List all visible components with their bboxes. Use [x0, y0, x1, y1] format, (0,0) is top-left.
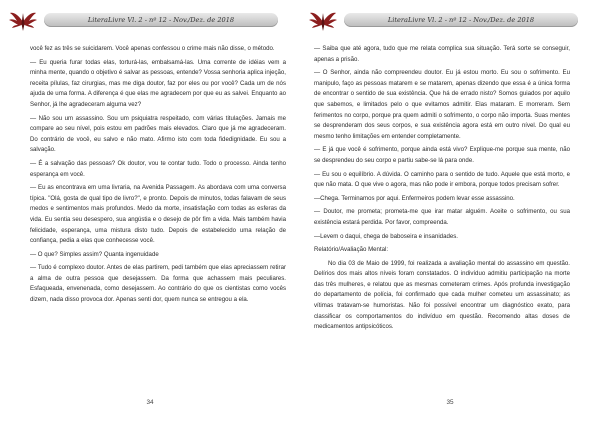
right-page	[300, 0, 600, 424]
paragraph: — Saiba que até agora, tudo que me relata complica sua situação. Terá sorte se conseguir, apenas a prisão.	[314, 45, 570, 63]
right-page-text	[314, 44, 570, 333]
paragraph: —Chega. Terminamos por aqui. Enfermeiros podem levar esse assassino.	[314, 194, 515, 202]
paragraph: — Eu as encontrava em uma livraria, na Avenida Passagem. As abordava com uma conversa típica. "Olá, gosta de qual tipo de livro?", e pronto. Depois de minutos, todas falavam de seus medos e sentimentos mais profundos. Medo da morte, insatisfação com todas as esferas da vida. Eu sentia seu desespero, sua angústia e o desejo de pôr fim a vida. Mais também havia felicidade, esperança, uma mistura disto tudo. Depois de estabelecido uma relação de confiança, pedia a elas que conhecesse você.	[30, 184, 286, 245]
header-band	[344, 13, 578, 27]
paragraph: —Levem o daqui, chega de baboseira e insanidades.	[314, 232, 458, 240]
winged-quill-logo-icon	[8, 5, 38, 35]
header-title: LiteraLivre Vl. 2 - nº 12 - Nov./Dez. de 2018	[87, 16, 235, 24]
left-page-text	[30, 44, 286, 306]
paragraph: — O Senhor, ainda não compreendeu doutor. Eu já estou morto. Eu sou o sofrimento. Eu manipulo, faço as pessoas matarem e se matarem, apenas dizendo que essa é a única forma de encontrar o sentido de sua existência. Que há de errado nisto? Somos guiados por aquilo que sabemos, e limitados pelo o que evitamos admitir. Elas mataram. E morreram. Sem ferimentos no corpo, porque pra quem admiti o sofrimento, o corpo não importa. Suas mentes se desprenderam dos seus corpos, e sua existência agora está em outro nível. Do qual eu mesmo tenho limitações em entender completamente.	[314, 69, 570, 140]
header-band	[44, 13, 278, 27]
page-header	[8, 4, 278, 36]
paragraph: — Tudo é complexo doutor. Antes de elas partirem, pedi também que elas apreciassem retirar a alma de outra pessoa que desejassem. Da forma que achassem mais peculiares. Esfaqueada, envenenada, como desejassem. Ao contrário do que os cientistas como vocês dizem, nada disso provoca dor. Apenas senti dor, quem nunca se entregou a ela.	[30, 264, 286, 304]
page-number: 35	[446, 399, 454, 406]
paragraph: — E já que você é sofrimento, porque ainda está vivo? Explique-me porque sua mente, não se desprendeu do seu corpo e partiu sabe-se lá para onde.	[314, 146, 570, 164]
paragraph: — Eu sou o equilíbrio. A dúvida. O caminho para o sentido de tudo. Aquele que está morto, e que não mata. O que vive o agora, mas não pode ir embora, porque todos precisam sofrer.	[314, 170, 570, 189]
paragraph: — O que? Simples assim? Quanta ingenuidade	[30, 250, 159, 258]
winged-quill-logo-icon	[308, 5, 338, 35]
paragraph: — Doutor, me prometa; prometa-me que irar matar alguém. Aceite o sofrimento, ou sua existência estará perdida. Por favor, compreenda.	[314, 208, 570, 226]
page-number: 34	[146, 399, 154, 406]
paragraph: — É a salvação das pessoas? Ok doutor, vou te contar tudo. Todo o processo. Ainda tenho esperança em você.	[30, 159, 286, 178]
paragraph: — Eu queria furar todas elas, torturá-las, embalsamá-las. Uma corrente de idéias vem a minha mente, quando o objetivo é salvar as pessoas, entende? Vossa senhoria aplica injeção, receita pílulas, faz cirurgias, mas me diga doutor, faz por eles ou por você? Cada um de nós ajuda de uma forma. A diferença é que elas me agradecem por que eu as salvei. Enquanto ao Senhor, já lhe agradeceram alguma vez?	[30, 58, 286, 108]
page-header	[308, 4, 578, 36]
report-paragraph: No dia 03 de Maio de 1999, foi realizada a avaliação mental do assassino em questão. Delírios dos mais altos níveis foram constatados. O indivíduo admitiu participação na morte das três mulheres, e relatou que as mesmas cometeram crimes. Após profunda investigação do departamento de polícia, foi confirmado que cada mulher cometeu um assassinato; as vítimas tratavam-se humoristas. Não foi possível encontrar um diagnóstico exato, para classificar os comportamentos do indivíduo em questão. Recomendo altas doses de medicamentos antipsicóticos.	[314, 259, 570, 331]
paragraph: — Não sou um assassino. Sou um psiquiatra respeitado, com várias titulações. Jamais me compare ao seu nível, pois estou em padrões mais elevados. Claro que já me agradeceram. Do contrário de você, eu salvo e não mato. Afirmo isto com toda fidedignidade. Eu sou a salvação.	[30, 114, 286, 154]
paragraph: você fez as três se suicidarem. Você apenas confessou o crime mais não disse, o método.	[30, 45, 275, 52]
header-title: LiteraLivre Vl. 2 - nº 12 - Nov./Dez. de 2018	[387, 16, 535, 24]
report-heading: Relatório/Avaliação Mental:	[314, 246, 389, 254]
